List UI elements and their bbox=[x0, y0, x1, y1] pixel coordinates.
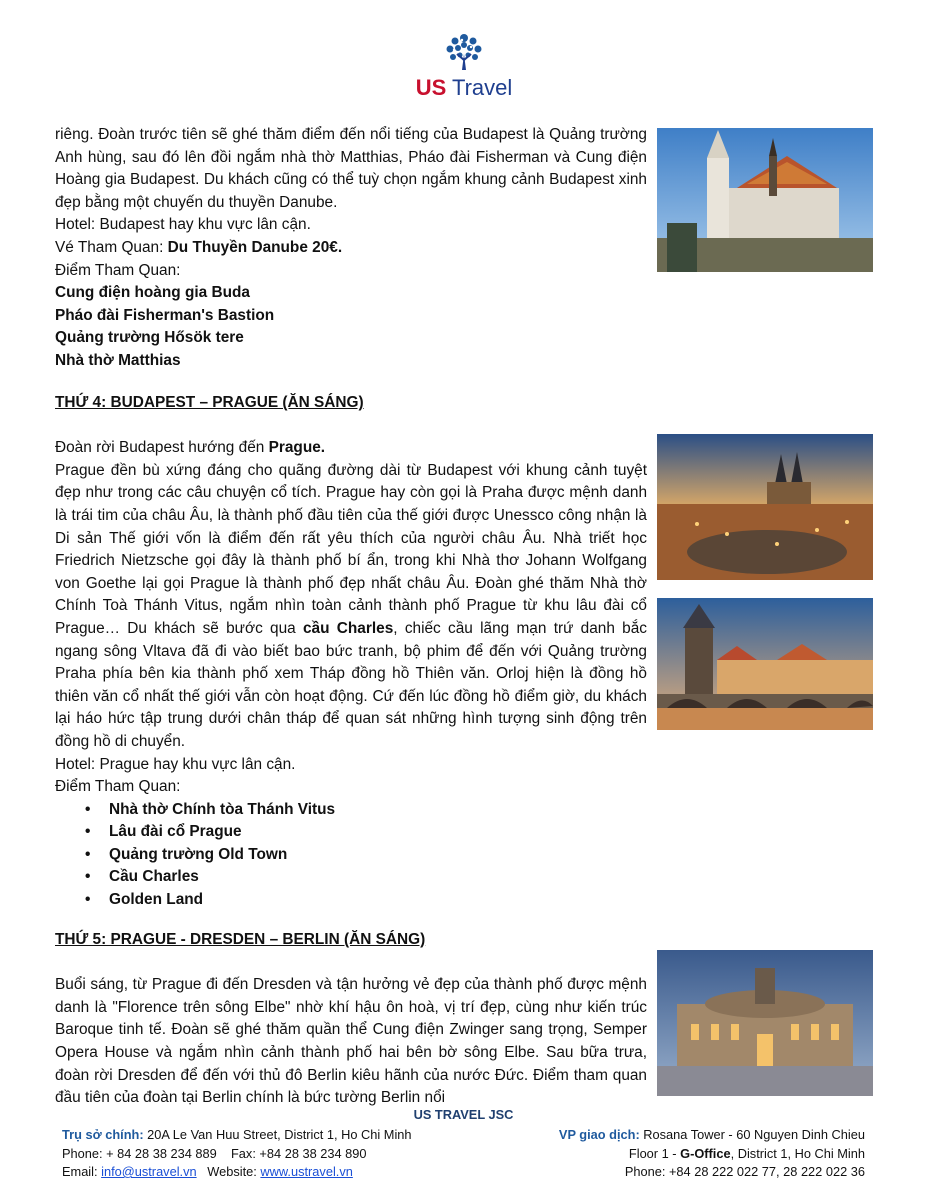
intro-ticket bbox=[55, 237, 647, 260]
footer-contact-line bbox=[62, 1163, 412, 1182]
charles-bridge-photo bbox=[657, 598, 873, 730]
day4-body bbox=[55, 460, 647, 754]
list-item: • Golden Land bbox=[55, 889, 647, 912]
intro-hotel: Hotel: Budapest hay khu vực lân cận. bbox=[55, 216, 311, 234]
logo-us: US bbox=[415, 75, 447, 100]
prague-old-town-photo bbox=[657, 434, 873, 580]
footer-office-phone: Phone: +84 28 222 022 77, 28 222 022 36 bbox=[624, 1164, 865, 1179]
day4-body-part2: , chiếc cầu lãng mạn trứ danh bắc ngang sông Vltava đã đi vào biết bao bức tranh, bộ phim để đến với Quảng trường Praha phía bên kia thành phố xem Tháp đồng hồ Thiên văn. Orloj hiện là đồng hồ thiên văn cổ nhất thế giới vẫn còn hoạt động. Cứ đến lúc đồng hồ điểm giờ, du khách lại háo hức tập trung dưới chân tháp để quan sát những hình tượng sinh động trên đồng hồ di chuyển. bbox=[55, 619, 647, 750]
footer-office-line bbox=[559, 1126, 865, 1145]
office-address: Rosana Tower - 60 Nguyen Dinh Chieu bbox=[639, 1127, 865, 1142]
day4-body-bold: cầu Charles bbox=[303, 619, 394, 637]
footer-hq-line bbox=[62, 1126, 412, 1145]
intro-attractions-label: Điểm Tham Quan: bbox=[55, 261, 181, 279]
ticket-label: Vé Tham Quan: bbox=[55, 238, 168, 256]
email-link[interactable]: info@ustravel.vn bbox=[101, 1164, 197, 1179]
office-label: VP giao dịch: bbox=[558, 1127, 640, 1142]
day4-heading: THỨ 4: BUDAPEST – PRAGUE (ĂN SÁNG) bbox=[55, 394, 364, 411]
office-floor-pre: Floor 1 - bbox=[628, 1145, 681, 1161]
spacer bbox=[55, 415, 647, 438]
list-item: • Nhà thờ Chính tòa Thánh Vitus bbox=[55, 799, 647, 822]
logo-travel: Travel bbox=[451, 75, 513, 100]
semper-opera-photo bbox=[657, 950, 873, 1096]
ticket-value: Du Thuyền Danube 20€. bbox=[167, 238, 343, 256]
intro-paragraph: riêng. Đoàn trước tiên sẽ ghé thăm điểm đến nổi tiếng của Budapest là Quảng trường Anh hùng, sau đó lên đồi ngắm nhà thờ Matthias, Pháo đài Fisherman và Cung điện Hoàng gia Budapest. Du khách cũng có thể tuỳ chọn ngắm khung cảnh Budapest xinh đẹp bằng một chuyến du thuyền Danube. bbox=[55, 126, 647, 211]
intro-attraction: Cung điện hoàng gia Buda bbox=[55, 284, 250, 302]
matthias-church-photo bbox=[657, 128, 873, 272]
intro-attraction: Quảng trường Hősök tere bbox=[55, 329, 244, 347]
day4-attractions-label: Điểm Tham Quan: bbox=[55, 778, 181, 796]
hq-label: Trụ sở chính: bbox=[62, 1127, 144, 1142]
footer-company: US TRAVEL JSC bbox=[413, 1107, 514, 1122]
day5-section bbox=[55, 929, 647, 1110]
day4-lead bbox=[55, 437, 647, 460]
day4-lead-bold: Prague. bbox=[268, 439, 326, 457]
day4-section bbox=[55, 392, 647, 912]
footer bbox=[0, 1106, 927, 1186]
us-travel-logo bbox=[408, 30, 520, 100]
list-item: • Quảng trường Old Town bbox=[55, 844, 647, 867]
intro-section bbox=[55, 124, 647, 373]
office-floor-bold: G-Office bbox=[680, 1145, 731, 1161]
day5-heading: THỨ 5: PRAGUE - DRESDEN – BERLIN (ĂN SÁNG) bbox=[55, 931, 426, 948]
day4-body-part1: Prague đền bù xứng đáng cho quãng đường dài từ Budapest với khung cảnh tuyệt đẹp như trong các câu chuyện cổ tích. Prague hay còn gọi là Praha được mệnh danh là trái tim của châu Âu, là thành phố đầu tiên của thế giới được Unessco công nhận là Di sản Thế giới vốn là điểm đến rất yêu thích của người châu Âu. Nhà triết học Friedrich Nietzsche gọi đây là thành phố bí ẩn, trong khi Nhà thơ Johann Wolfgang von Goethe lại gọi Prague là thành phố đẹp nhất châu Âu. Đoàn ghé thăm Nhà thờ Chính Toà Thánh Vitus, ngắm nhìn toàn cảnh thành phố Prague từ khu lâu đài cổ Prague… Du khách sẽ bước qua bbox=[55, 461, 647, 637]
list-item: • Lâu đài cổ Prague bbox=[55, 821, 647, 844]
footer-head-office bbox=[62, 1126, 412, 1182]
hq-address: 20A Le Van Huu Street, District 1, Ho Chi Minh bbox=[143, 1127, 412, 1142]
website-label: Website: bbox=[196, 1164, 261, 1179]
day4-lead-text: Đoàn rời Budapest hướng đến bbox=[55, 439, 269, 457]
intro-attraction: Nhà thờ Matthias bbox=[55, 351, 181, 369]
intro-attraction: Pháo đài Fisherman's Bastion bbox=[55, 306, 275, 324]
logo-wordmark bbox=[408, 76, 520, 100]
office-floor-post: , District 1, Ho Chi Minh bbox=[730, 1145, 865, 1161]
day4-hotel: Hotel: Prague hay khu vực lân cận. bbox=[55, 755, 296, 773]
spacer bbox=[55, 952, 647, 975]
tree-icon bbox=[442, 30, 486, 74]
footer-trading-office bbox=[559, 1126, 865, 1182]
website-link[interactable]: www.ustravel.vn bbox=[260, 1164, 353, 1179]
list-item: • Cầu Charles bbox=[55, 866, 647, 889]
email-label: Email: bbox=[62, 1164, 102, 1179]
day4-attractions-list bbox=[55, 799, 647, 912]
footer-phone-fax: Phone: + 84 28 38 234 889 Fax: +84 28 38 234 890 bbox=[62, 1145, 367, 1161]
day5-body: Buổi sáng, từ Prague đi đến Dresden và tận hưởng vẻ đẹp của thành phố được mệnh danh là "Florence trên sông Elbe" nhờ khí hậu ôn hoà, vị trí đẹp, cùng như kiến trúc Baroque tinh tế. Đoàn sẽ ghé thăm quần thể Cung điện Zwinger sang trọng, Semper Opera House và ngắm nhìn cảnh thành phố hai bên bờ sông Elbe. Sau bữa trưa, đoàn rời Dresden để đến với thủ đô Berlin kiêu hãnh của nước Đức. Điểm tham quan đầu tiên của đoàn tại Berlin chính là bức tường Berlin nổi bbox=[55, 976, 647, 1107]
footer-office-floor bbox=[559, 1145, 865, 1164]
